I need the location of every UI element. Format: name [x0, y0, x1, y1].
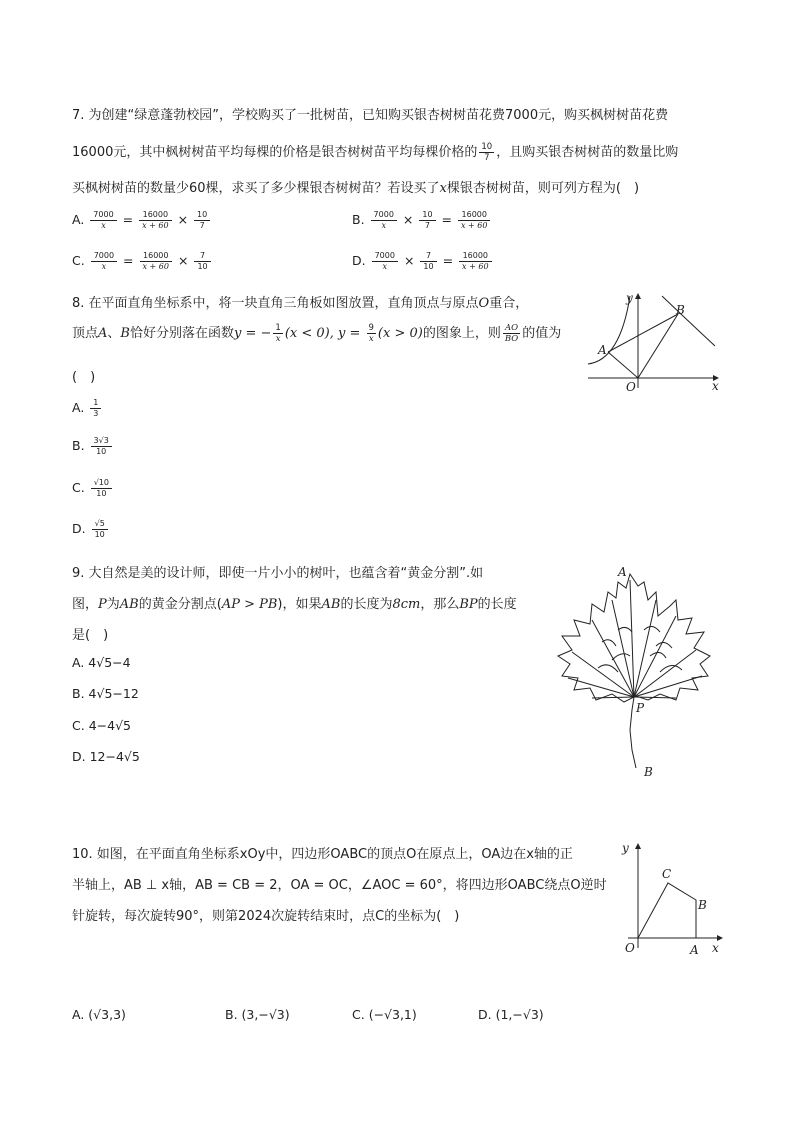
q10-option-a[interactable]: A. (√3,3) — [72, 1007, 126, 1022]
q7-fraction: $\frac{10}{7}$ — [481, 142, 493, 163]
q9-leaf-figure — [552, 560, 722, 785]
label-b: B — [698, 898, 707, 912]
q9-line-3: 是( ) — [72, 628, 109, 643]
label-c: C — [662, 867, 672, 881]
q7-text: 16000元，其中枫树树苗平均每棵的价格是银杏树树苗平均每棵价格的 — [72, 145, 478, 160]
q7-line-3: 买枫树树苗的数量少60棵，求买了多少棵银杏树树苗？若设买了x棵银杏树树苗，则可列方程为( ) — [72, 181, 640, 196]
q7-option-b[interactable]: B. $\frac{7000}{x}$ × $\frac{10}{7}$ = $\frac{16000}{x + 60}$ — [352, 210, 492, 231]
label-b: B — [644, 765, 653, 779]
label-y: y — [622, 841, 629, 855]
q9-option-b[interactable]: B. 4√5−12 — [72, 686, 139, 701]
q9-option-d[interactable]: D. 12−4√5 — [72, 749, 140, 764]
label-a: A — [598, 343, 607, 357]
label-a: A — [618, 565, 627, 579]
q8-line-3: ( ) — [72, 370, 96, 385]
q10-line-1: 10. 如图，在平面直角坐标系xOy中，四边形OABC的顶点O在原点上，OA边在x轴的正 — [72, 847, 573, 862]
q8-option-d[interactable]: D. $\frac{√5}{10}$ — [72, 519, 110, 540]
q7-line-2 — [72, 141, 678, 163]
q8-line-1: 8. 在平面直角坐标系中，将一块直角三角板如图放置，直角顶点与原点O重合， — [72, 296, 529, 311]
q8-option-c[interactable]: C. $\frac{√10}{10}$ — [72, 478, 114, 499]
q7-option-d[interactable]: D. $\frac{7000}{x}$ × $\frac{7}{10}$ = $\frac{16000}{x + 60}$ — [352, 251, 494, 272]
q10-line-2: 半轴上，AB ⊥ x轴，AB = CB = 2，OA = OC，∠AOC = 60°，将四边形OABC绕点O逆时 — [72, 878, 607, 893]
q9-option-c[interactable]: C. 4−4√5 — [72, 718, 131, 733]
q8-line-2: 顶点A、B恰好分别落在函数y = − $\frac{1}{x}$ (x < 0), y = $\frac{9}{x}$ (x > 0)的图象上，则 $\frac{AO}{BO}$ 的值为 — [72, 323, 562, 344]
q9-option-a[interactable]: A. 4√5−4 — [72, 655, 131, 670]
q8-figure — [580, 288, 730, 398]
q10-option-b[interactable]: B. (3,−√3) — [225, 1007, 290, 1022]
q7-text: ，且购买银杏树树苗的数量比购 — [496, 145, 679, 160]
label-y: y — [626, 291, 633, 305]
q10-option-c[interactable]: C. (−√3,1) — [352, 1007, 417, 1022]
q9-line-1: 9. 大自然是美的设计师，即使一片小小的树叶，也蕴含着“黄金分割”.如 — [72, 566, 484, 581]
label-a: A — [690, 943, 699, 957]
q7-option-a[interactable]: A. $\frac{7000}{x}$ = $\frac{16000}{x + 60}$ × $\frac{10}{7}$ — [72, 210, 212, 231]
q7-line-1: 7. 为创建“绿意蓬勃校园”，学校购买了一批树苗，已知购买银杏树树苗花费7000元，购买枫树树苗花费 — [72, 108, 669, 123]
label-x: x — [712, 941, 719, 955]
q10-line-3: 针旋转，每次旋转90°，则第2024次旋转结束时，点C的坐标为( ) — [72, 909, 460, 924]
label-p: P — [636, 701, 645, 715]
q7-option-c[interactable]: C. $\frac{7000}{x}$ = $\frac{16000}{x + 60}$ × $\frac{7}{10}$ — [72, 251, 213, 272]
q8-option-a[interactable]: A. $\frac{1}{3}$ — [72, 398, 103, 419]
maple-leaf-icon — [558, 574, 710, 768]
label-o: O — [625, 941, 635, 955]
quadrilateral-oabc — [638, 883, 696, 938]
label-o: O — [626, 380, 636, 394]
q10-figure — [618, 838, 730, 963]
segment-oa — [608, 352, 638, 378]
q9-line-2: 图，P为AB的黄金分割点(AP > PB)，如果AB的长度为8cm，那么BP的长度 — [72, 597, 517, 612]
hyperbola-right — [662, 296, 715, 346]
label-b: B — [676, 303, 685, 317]
label-x: x — [712, 379, 719, 393]
q8-option-b[interactable]: B. $\frac{3√3}{10}$ — [72, 436, 114, 457]
segment-ab — [608, 314, 678, 352]
segment-ob — [638, 314, 678, 378]
hyperbola-left — [588, 296, 630, 364]
q10-option-d[interactable]: D. (1,−√3) — [478, 1007, 544, 1022]
